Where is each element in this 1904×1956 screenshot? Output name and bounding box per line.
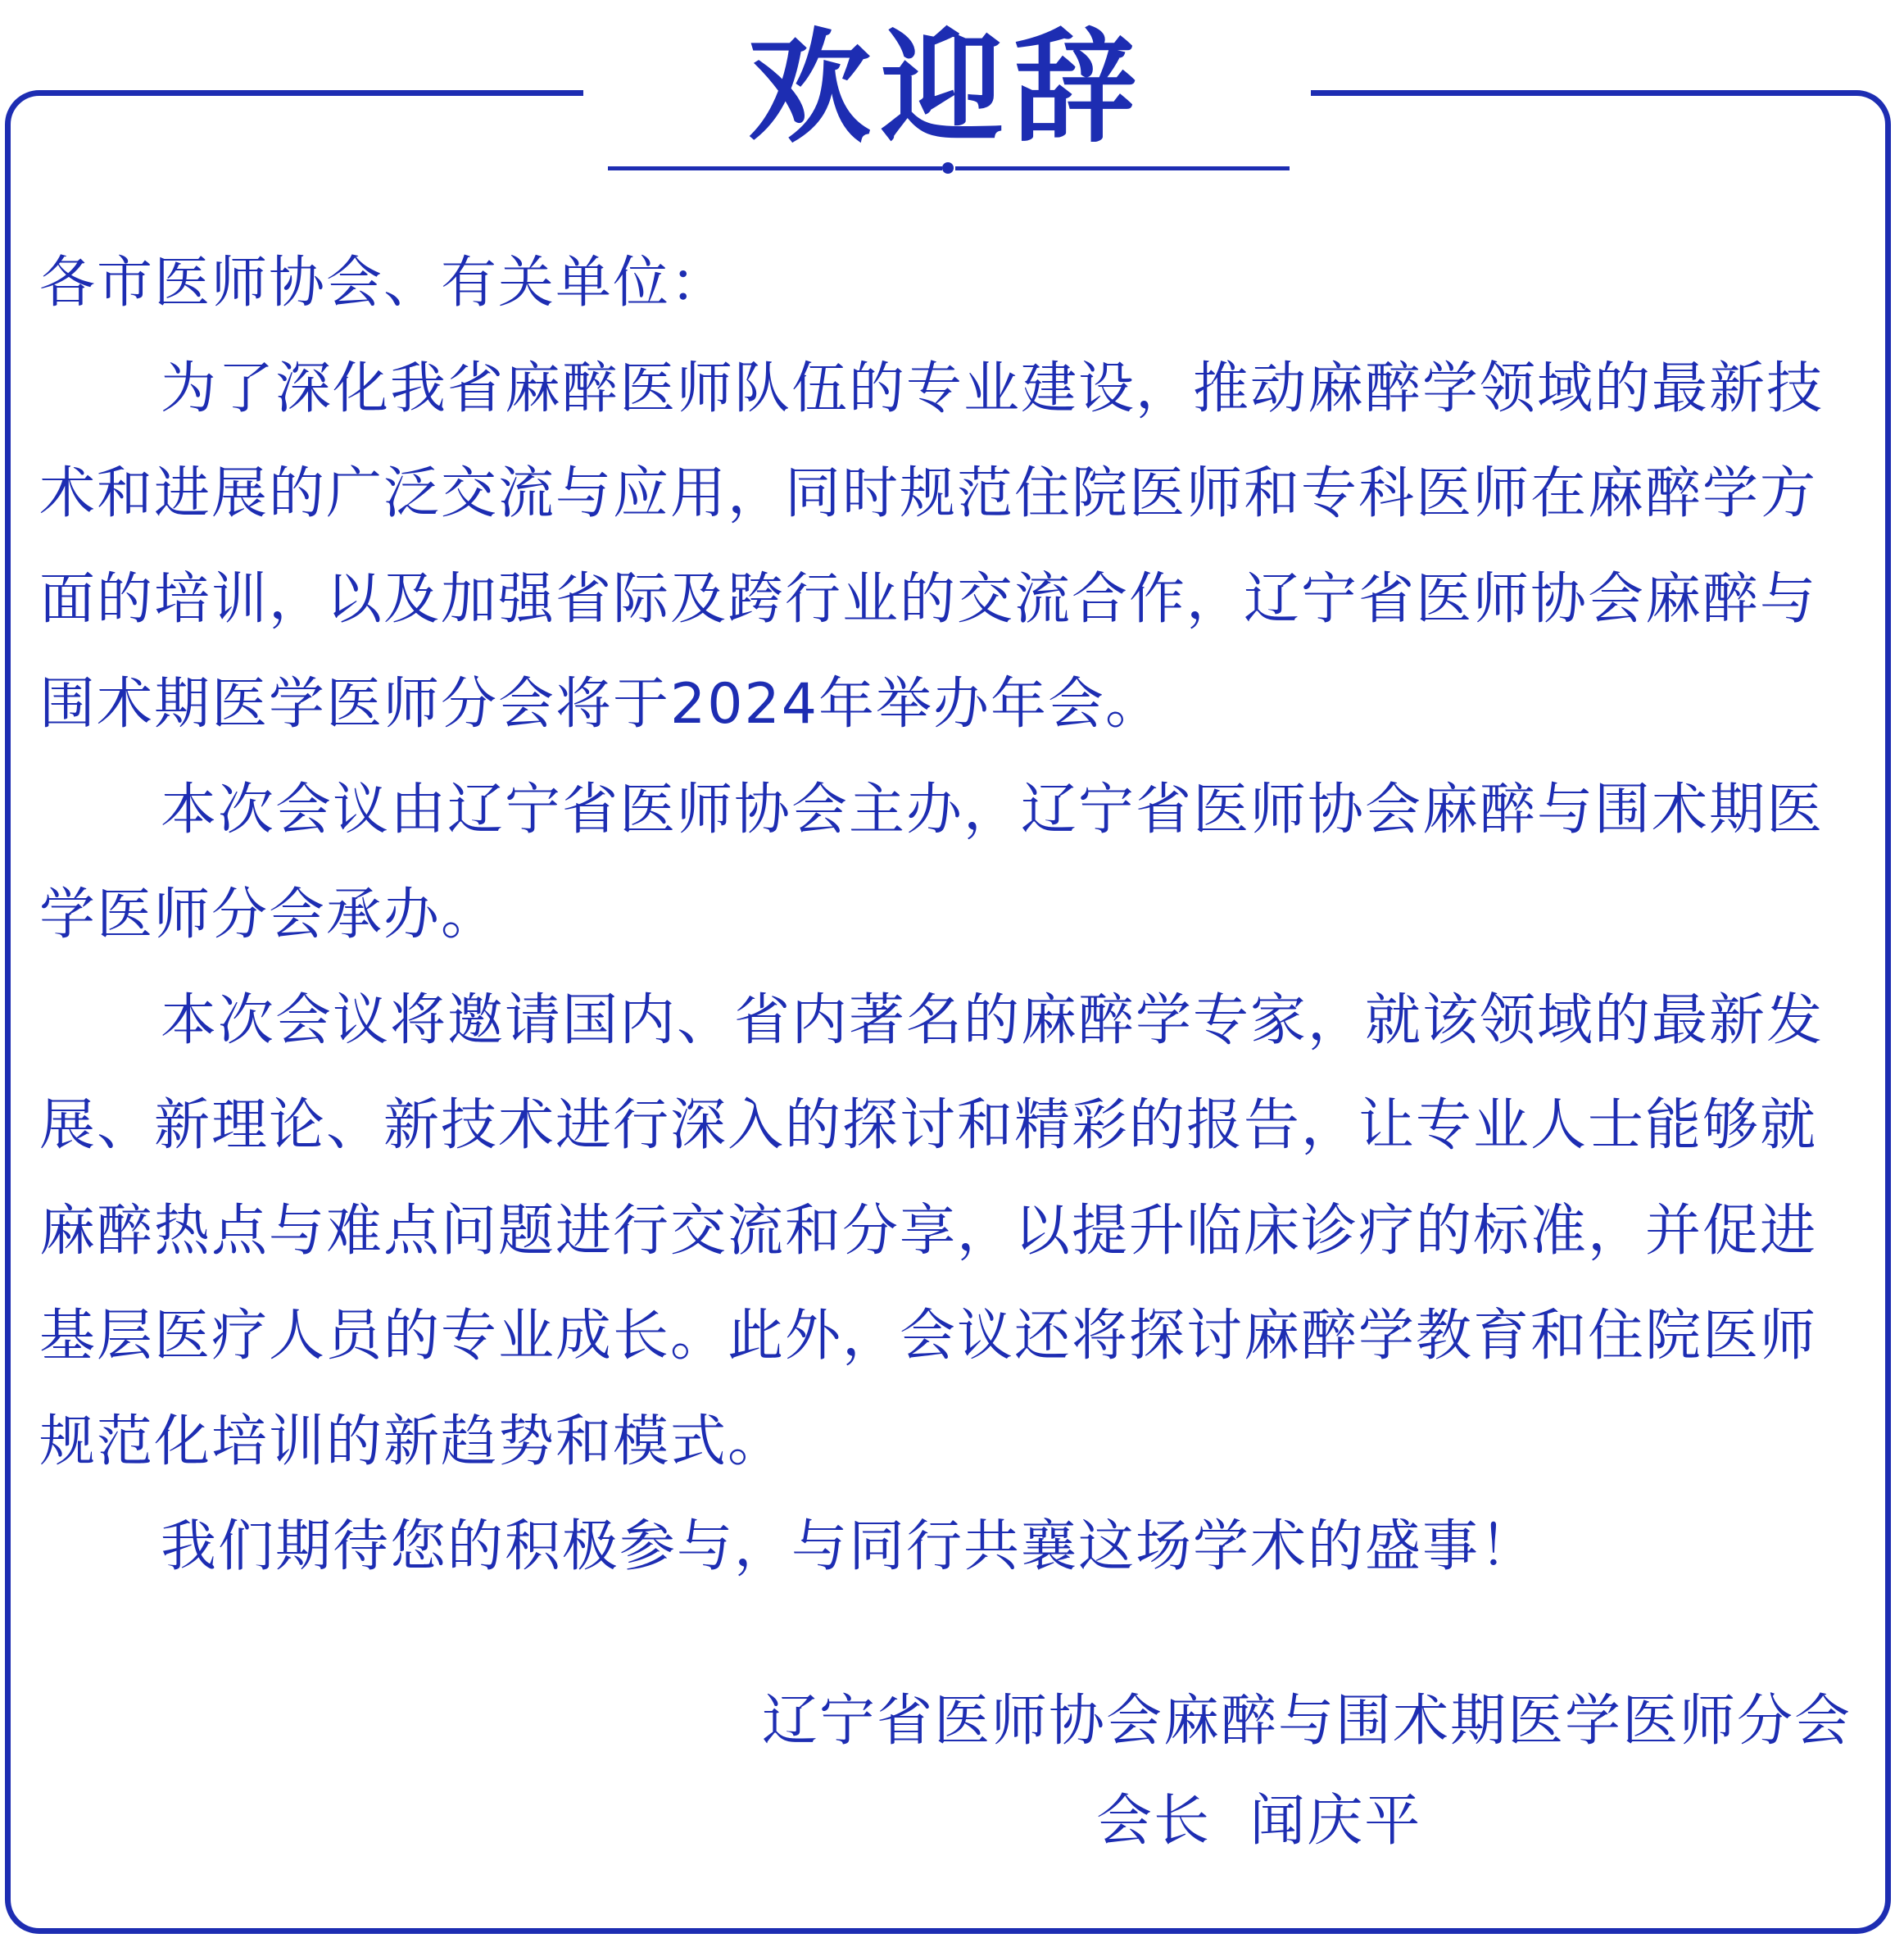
paragraph-3: 本次会议将邀请国内、省内著名的麻醉学专家，就该领域的最新发展、新理论、新技术进行深入的探讨和精彩的报告，让专业人士能够就麻醉热点与难点问题进行交流和分享，以提升临床诊疗的标准，并促进基层医疗人员的专业成长。此外，会议还将探讨麻醉学教育和住院医师规范化培训的新趋势和模式。 xyxy=(39,987,1825,1474)
letter-body xyxy=(39,231,1858,1600)
paragraph-1: 为了深化我省麻醉医师队伍的专业建设，推动麻醉学领域的最新技术和进展的广泛交流与应用，同时规范住院医师和专科医师在麻醉学方面的培训，以及加强省际及跨行业的交流合作，辽宁省医师协会麻醉与围术期医学医师分会将于2024年举办年会。 xyxy=(39,356,1825,737)
page-title: 欢迎辞 xyxy=(747,17,1146,160)
signature-organization: 辽宁省医师协会麻醉与围术期医学医师分会 xyxy=(761,1689,1852,1754)
salutation: 各市医师协会、有关单位： xyxy=(39,251,728,315)
signature-person: 会长 闻庆平 xyxy=(1096,1789,1422,1854)
signature-block xyxy=(655,1672,1852,1872)
paragraph-2: 本次会议由辽宁省医师协会主办，辽宁省医师协会麻醉与围术期医学医师分会承办。 xyxy=(39,777,1825,947)
title-underline-dot xyxy=(942,162,954,174)
title-underline-right xyxy=(955,166,1290,170)
title-underline-left xyxy=(608,166,942,170)
paragraph-4: 我们期待您的积极参与，与同行共襄这场学术的盛事！ xyxy=(161,1514,1538,1579)
